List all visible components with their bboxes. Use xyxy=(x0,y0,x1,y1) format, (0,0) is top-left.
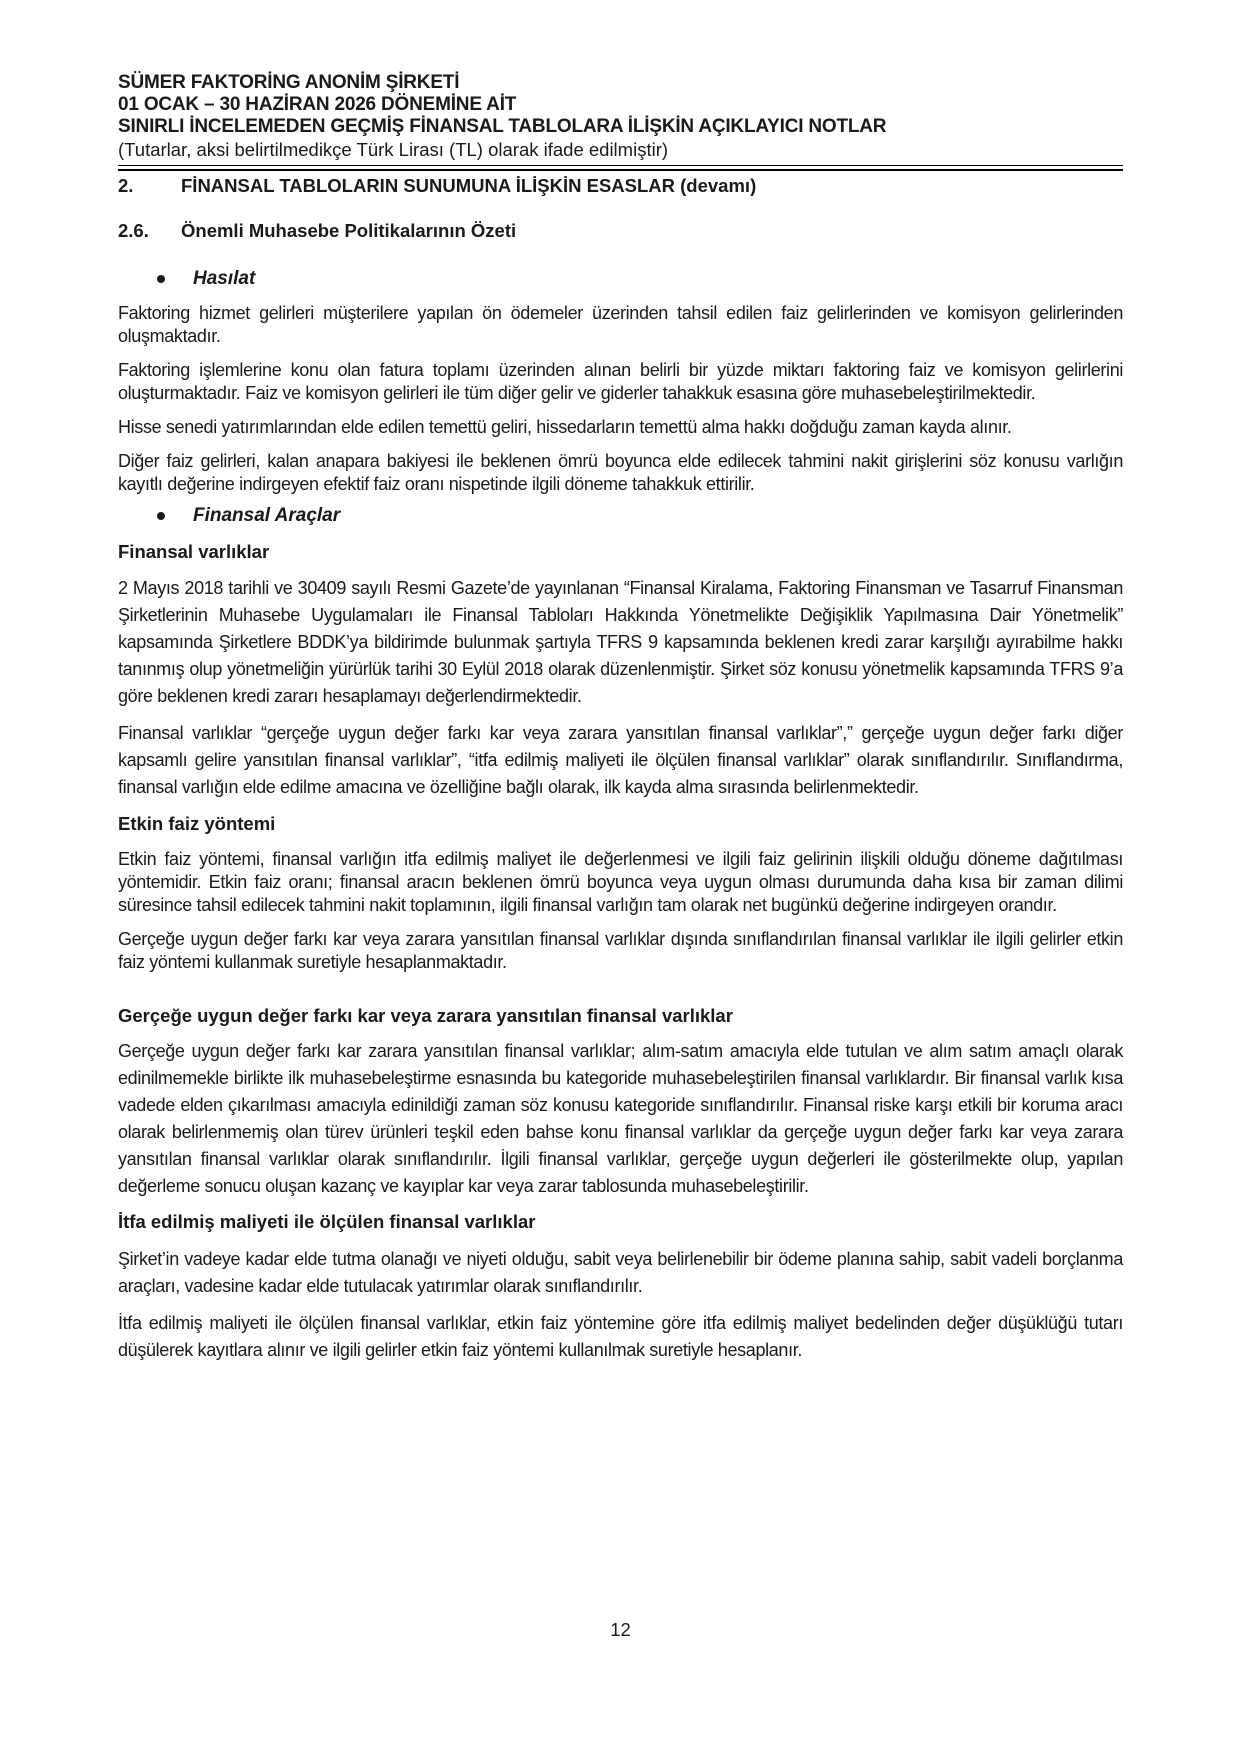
header-rule xyxy=(118,165,1123,171)
paragraph: Şirket’in vadeye kadar elde tutma olanağı ve niyeti olduğu, sabit veya belirlenebilir bir ödeme planına sahip, sabit vadeli borçlanma araçları, vadesine kadar elde tutulacak yatırımlar olarak sınıflandırılır. xyxy=(118,1249,1123,1296)
paragraph: 2 Mayıs 2018 tarihli ve 30409 sayılı Resmi Gazete’de yayınlanan “Finansal Kiralama, Faktoring Finansman ve Tasarruf Finansman Şirketlerinin Muhasebe Uygulamaları ile Finansal Tabloları Hakkında Yönetmelikte Değişiklik Yapılmasına Dair Yönetmelik” kapsamında Şirketlere BDDK’ya bildirimde bulunmak şartıyla TFRS 9 kapsamında beklenen kredi zarar karşılığı ayırabilme hakkı tanınmış olup yönetmeliğin yürürlük tarihi 30 Eylül 2018 olarak düzenlenmiştir. Şirket söz konusu yönetmelik kapsamında TFRS 9’a göre beklenen kredi zararı hesaplamayı değerlendirmektedir. xyxy=(118,578,1123,706)
paragraph: Hisse senedi yatırımlarından elde edilen temettü geliri, hissedarların temettü alma hakkı doğduğu zaman kayda alınır. xyxy=(118,417,1012,437)
company-name: SÜMER FAKTORİNG ANONİM ŞİRKETİ xyxy=(118,72,460,93)
report-title: SINIRLI İNCELEMEDEN GEÇMİŞ FİNANSAL TABLOLARA İLİŞKİN AÇIKLAYICI NOTLAR xyxy=(118,116,887,137)
document-header xyxy=(118,72,1123,171)
heading-etkin-faiz: Etkin faiz yöntemi xyxy=(118,813,276,834)
paragraph: Gerçeğe uygun değer farkı kar zarara yansıtılan finansal varlıklar; alım-satım amacıyla elde tutulan ve alım satım amaçlı olarak edinilmemekle birlikte ilk muhasebeleştirme esnasında bu kategoride muhasebeleştirilen finansal varlıklardır. Bir finansal varlık kısa vadede elden çıkarılması amacıyla edinildiği zaman söz konusu kategoride sınıflandırılır. Finansal riske karşı etkili bir koruma aracı olarak belirlenmemiş olan türev ürünleri teşkil eden bahse konu finansal varlıklar da gerçeğe uygun değer farkı kar veya zarara yansıtılan finansal varlıklar olarak sınıflandırılır. İlgili finansal varlıklar, gerçeğe uygun değerleri ile gösterilmekte olup, yapılan değerleme sonucu oluşan kazanç ve kayıplar kar veya zarar tablosunda muhasebeleştirilir. xyxy=(118,1041,1123,1196)
paragraph: Faktoring işlemlerine konu olan fatura toplamı üzerinden alınan belirli bir yüzde miktarı faktoring faiz ve komisyon gelirlerini oluşturmaktadır. Faiz ve komisyon gelirleri ile tüm diğer gelir ve giderler tahakkuk esasına göre muhasebeleştirilmektedir. xyxy=(118,360,1123,403)
paragraph: Faktoring hizmet gelirleri müşterilere yapılan ön ödemeler üzerinden tahsil edilen faiz gelirlerinden ve komisyon gelirlerinden oluşmaktadır. xyxy=(118,303,1123,346)
document-page xyxy=(118,72,1123,1364)
paragraph: Diğer faiz gelirleri, kalan anapara bakiyesi ile beklenen ömrü boyunca elde edilecek tahmini nakit girişlerini söz konusu varlığın kayıtlı değerine indirgeyen efektif faiz oranı nispetinde ilgili döneme tahakkuk ettirilir. xyxy=(118,451,1123,494)
paragraph: Etkin faiz yöntemi, finansal varlığın itfa edilmiş maliyet ile değerlenmesi ve ilgili faiz gelirinin ilişkili olduğu döneme dağıtılması yöntemidir. Etkin faiz oranı; finansal aracın beklenen ömrü boyunca veya uygun olması durumunda daha kısa bir zaman dilimi süresince tahsil edilecek tahmini nakit toplamının, ilgili finansal varlığın tam olarak net bugünkü değerine indirgeyen orandır. xyxy=(118,849,1123,915)
heading-guvd: Gerçeğe uygun değer farkı kar veya zarara yansıtılan finansal varlıklar xyxy=(118,1005,733,1026)
bullet-icon xyxy=(157,512,165,520)
currency-note: (Tutarlar, aksi belirtilmedikçe Türk Lirası (TL) olarak ifade edilmiştir) xyxy=(118,139,669,160)
section-title: FİNANSAL TABLOLARIN SUNUMUNA İLİŞKİN ESASLAR (devamı) xyxy=(181,175,757,196)
paragraph: Finansal varlıklar “gerçeğe uygun değer farkı kar veya zarara yansıtılan finansal varlıklar”,” gerçeğe uygun değer farkı diğer kapsamlı gelire yansıtılan finansal varlıklar”, “itfa edilmiş maliyeti ile ölçülen finansal varlıklar” olarak sınıflandırılır. Sınıflandırma, finansal varlığın elde edilme amacına ve özelliğine bağlı olarak, ilk kayda alma sırasında belirlenmektedir. xyxy=(118,723,1123,797)
bullet-label: Hasılat xyxy=(193,268,256,289)
subsection-title: Önemli Muhasebe Politikalarının Özeti xyxy=(181,220,517,241)
bullet-heading-hasilat xyxy=(118,268,1123,290)
paragraph: İtfa edilmiş maliyeti ile ölçülen finansal varlıklar, etkin faiz yöntemine göre itfa edilmiş maliyet bedelinden değer düşüklüğü tutarı düşülerek kayıtlara alınır ve ilgili gelirler etkin faiz yöntemi kullanılmak suretiyle hesaplanır. xyxy=(118,1313,1123,1360)
bullet-icon xyxy=(157,275,165,283)
subsection-number: 2.6. xyxy=(118,220,149,241)
heading-finansal-varliklar: Finansal varlıklar xyxy=(118,541,270,562)
section-heading xyxy=(118,175,1123,197)
subsection-heading xyxy=(118,220,1123,242)
section-number: 2. xyxy=(118,175,134,196)
heading-itfa: İtfa edilmiş maliyeti ile ölçülen finansal varlıklar xyxy=(118,1211,536,1232)
page-number: 12 xyxy=(610,1619,631,1640)
paragraph: Gerçeğe uygun değer farkı kar veya zarara yansıtılan finansal varlıklar dışında sınıflandırılan finansal varlıklar ile ilgili gelirler etkin faiz yöntemi kullanmak suretiyle hesaplanmaktadır. xyxy=(118,929,1123,972)
bullet-label: Finansal Araçlar xyxy=(193,505,341,526)
reporting-period: 01 OCAK – 30 HAZİRAN 2026 DÖNEMİNE AİT xyxy=(118,94,517,115)
bullet-heading-finansal-araclar xyxy=(118,505,1123,527)
